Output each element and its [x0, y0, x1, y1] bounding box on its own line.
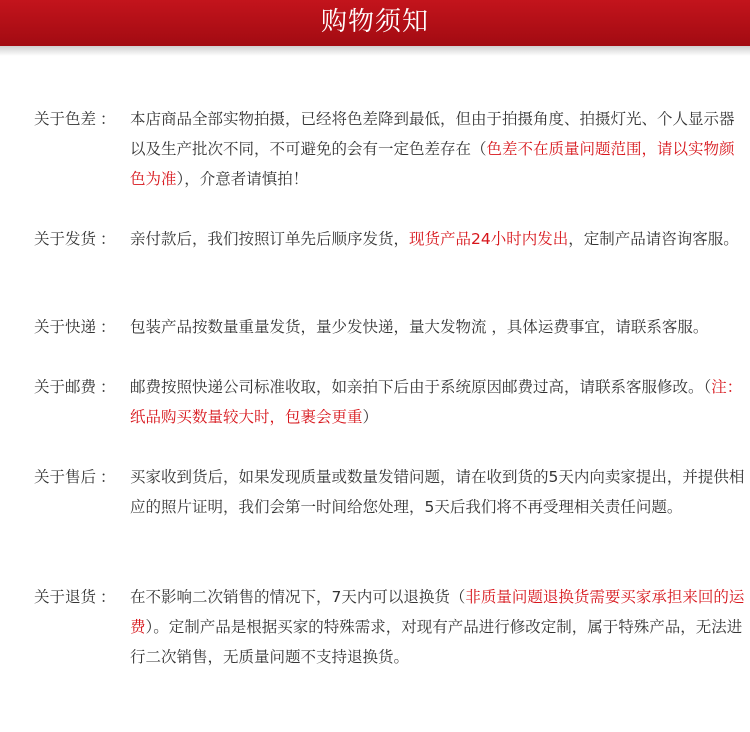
- section-label: 关于色差 ：: [34, 110, 116, 128]
- highlight-text: 注：纸品购买数量较大时，包裹会更重: [130, 378, 743, 426]
- highlight-text: 非质量问题退换货需要买家承担来回的运费: [130, 588, 745, 636]
- section-body: 本店商品全部实物拍摄，已经将色差降到最低，但由于拍摄角度、拍摄灯光、个人显示器以及生产批次不同，不可避免的会有一定色差存在（色差不在质量问题范围，请以实物颜色为准），介意者请慎拍！: [130, 110, 735, 188]
- section-label: 关于发货 ：: [34, 230, 116, 248]
- page-title: 购物须知: [320, 7, 429, 37]
- highlight-text: 色差不在质量问题范围，请以实物颜色为准: [130, 140, 735, 188]
- section-body: 买家收到货后，如果发现质量或数量发错问题，请在收到货的5天内向卖家提出，并提供相应的照片证明，我们会第一时间给您处理，5天后我们将不再受理相关责任问题。: [130, 468, 745, 516]
- highlight-text: 现货产品24小时内发出: [409, 230, 569, 248]
- section-body: 亲付款后，我们按照订单先后顺序发货，现货产品24小时内发出，定制产品请咨询客服。: [130, 230, 739, 248]
- section-body: 在不影响二次销售的情况下，7天内可以退换货（非质量问题退换货需要买家承担来回的运费）。定制产品是根据买家的特殊需求，对现有产品进行修改定制，属于特殊产品，无法进行二次销售，无质量问题不支持退换货。: [130, 588, 745, 666]
- section-body: 邮费按照快递公司标准收取，如亲拍下后由于系统原因邮费过高，请联系客服修改。（注：纸品购买数量较大时，包裹会更重）: [130, 378, 743, 426]
- section-body: 包装产品按数量重量发货，量少发快递，量大发物流 ，具体运费事宜，请联系客服。: [130, 318, 709, 336]
- header-shadow: [0, 46, 750, 56]
- section-label: 关于退货 ：: [34, 588, 116, 606]
- section-label: 关于邮费 ：: [34, 378, 116, 396]
- section-label: 关于快递 ：: [34, 318, 116, 336]
- section-label: 关于售后 ：: [34, 468, 116, 486]
- header-bar: [0, 0, 750, 46]
